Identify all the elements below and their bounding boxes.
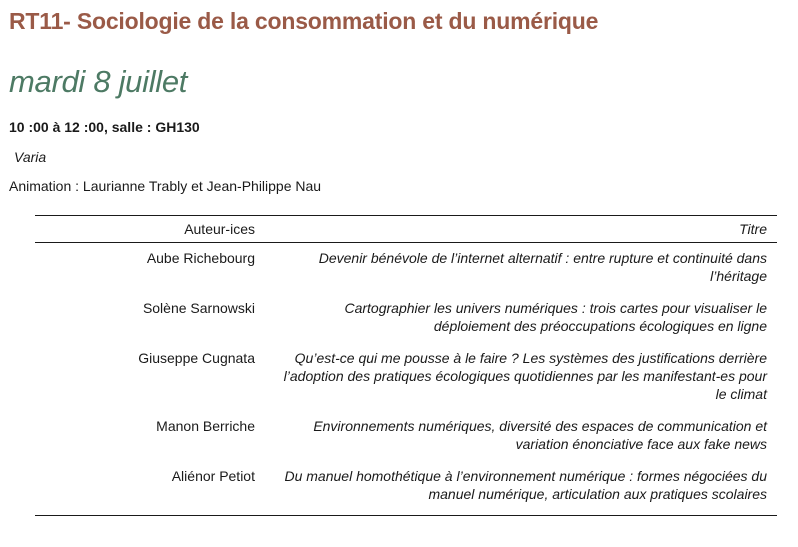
page-title: RT11- Sociologie de la consommation et du numérique [9,8,599,34]
author-cell: Giuseppe Cugnata [138,350,255,366]
author-cell: Aliénor Petiot [35,463,265,516]
paper-title-cell: Devenir bénévole de l’internet alternatif : entre rupture et continuité dans l’héritage [318,250,767,284]
author-cell: Aube Richebourg [146,250,255,266]
table-header-row [35,216,777,243]
session-day-heading: mardi 8 juillet [9,64,188,99]
paper-title-cell: Qu’est-ce qui me pousse à le faire ? Les systèmes des justifications derrière l’adoption des pratiques écologiques quotidiennes par les manifestant-es pour le climat [283,350,767,402]
column-header-author: Auteur-ices [35,216,265,243]
column-header-title: Titre [265,216,777,243]
table-row [35,413,777,463]
table-row [35,243,777,296]
paper-title-cell: Environnements numériques, diversité des espaces de communication et variation énonciative face aux fake news [313,418,767,452]
session-animation: Animation : Laurianne Trably et Jean-Philippe Nau [9,178,322,194]
presentations-table [35,215,777,516]
author-cell: Manon Berriche [156,418,255,434]
paper-title-cell: Du manuel homothétique à l’environnement numérique : formes négociées du manuel numérique, articulation aux pratiques scolaires [265,463,777,516]
author-cell: Solène Sarnowski [142,300,255,316]
paper-title-cell: Cartographier les univers numériques : trois cartes pour visualiser le déploiement des préoccupations écologiques en ligne [344,300,767,334]
session-topic: Varia [14,149,47,165]
table-row [35,295,777,345]
table-row [35,463,777,516]
session-time-room: 10 :00 à 12 :00, salle : GH130 [9,119,200,135]
table-row [35,345,777,413]
